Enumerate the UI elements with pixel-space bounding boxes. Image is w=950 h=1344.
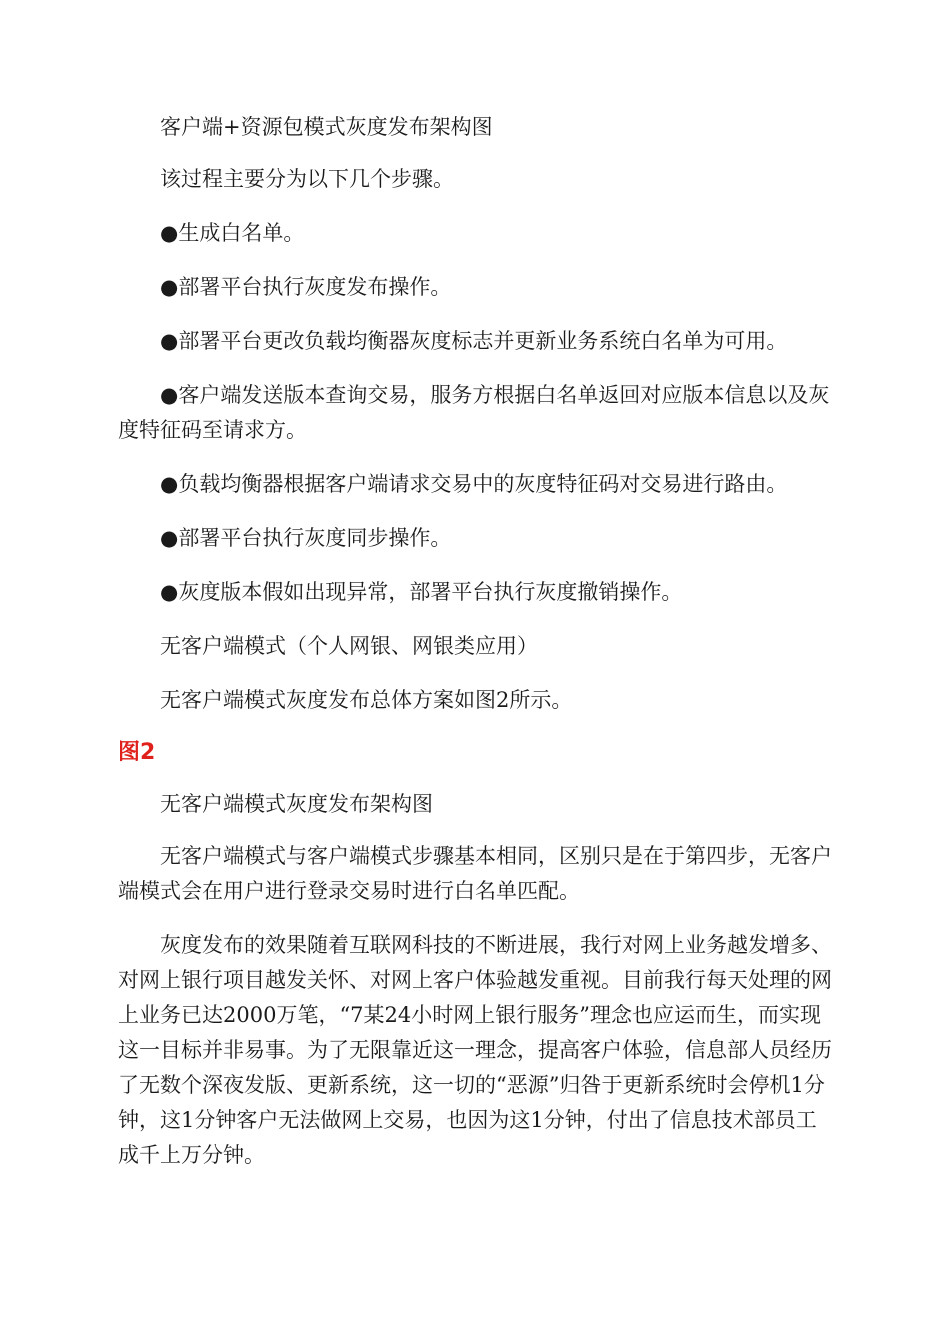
intro-paragraph: 该过程主要分为以下几个步骤。: [160, 167, 454, 191]
figure-reference-paragraph: 无客户端模式灰度发布总体方案如图2所示。: [160, 688, 573, 712]
figure-label: 图2: [118, 740, 156, 765]
document-body: [118, 110, 834, 1173]
comparison-paragraph: 无客户端模式与客户端模式步骤基本相同，区别只是在于第四步，无客户端模式会在用户进行登录交易时进行白名单匹配。: [118, 844, 832, 903]
effect-paragraph: 灰度发布的效果随着互联网科技的不断进展，我行对网上业务越发增多、对网上银行项目越发关怀、对网上客户体验越发重视。目前我行每天处理的网上业务已达2000万笔，“7某24小时网上银行服务”理念也应运而生，而实现这一目标并非易事。为了无限靠近这一理念，提高客户体验，信息部人员经历了无数个深夜发版、更新系统，这一切的“恶源”归咎于更新系统时会停机1分钟，这1分钟客户无法做网上交易，也因为这1分钟，付出了信息技术部员工成千上万分钟。: [118, 933, 832, 1167]
figure-caption-2: 无客户端模式灰度发布架构图: [160, 792, 433, 816]
step-item-5: ●负载均衡器根据客户端请求交易中的灰度特征码对交易进行路由。: [160, 472, 788, 496]
step-item-1: ●生成白名单。: [160, 221, 305, 245]
step-item-7: ●灰度版本假如出现异常，部署平台执行灰度撤销操作。: [160, 580, 683, 604]
step-item-2: ●部署平台执行灰度发布操作。: [160, 275, 452, 299]
figure-caption-1: 客户端+资源包模式灰度发布架构图: [160, 115, 493, 139]
step-item-3: ●部署平台更改负载均衡器灰度标志并更新业务系统白名单为可用。: [160, 329, 788, 353]
step-item-4: ●客户端发送版本查询交易，服务方根据白名单返回对应版本信息以及灰度特征码至请求方。: [118, 383, 830, 442]
step-item-6: ●部署平台执行灰度同步操作。: [160, 526, 452, 550]
section-heading-no-client: 无客户端模式（个人网银、网银类应用）: [160, 634, 538, 658]
